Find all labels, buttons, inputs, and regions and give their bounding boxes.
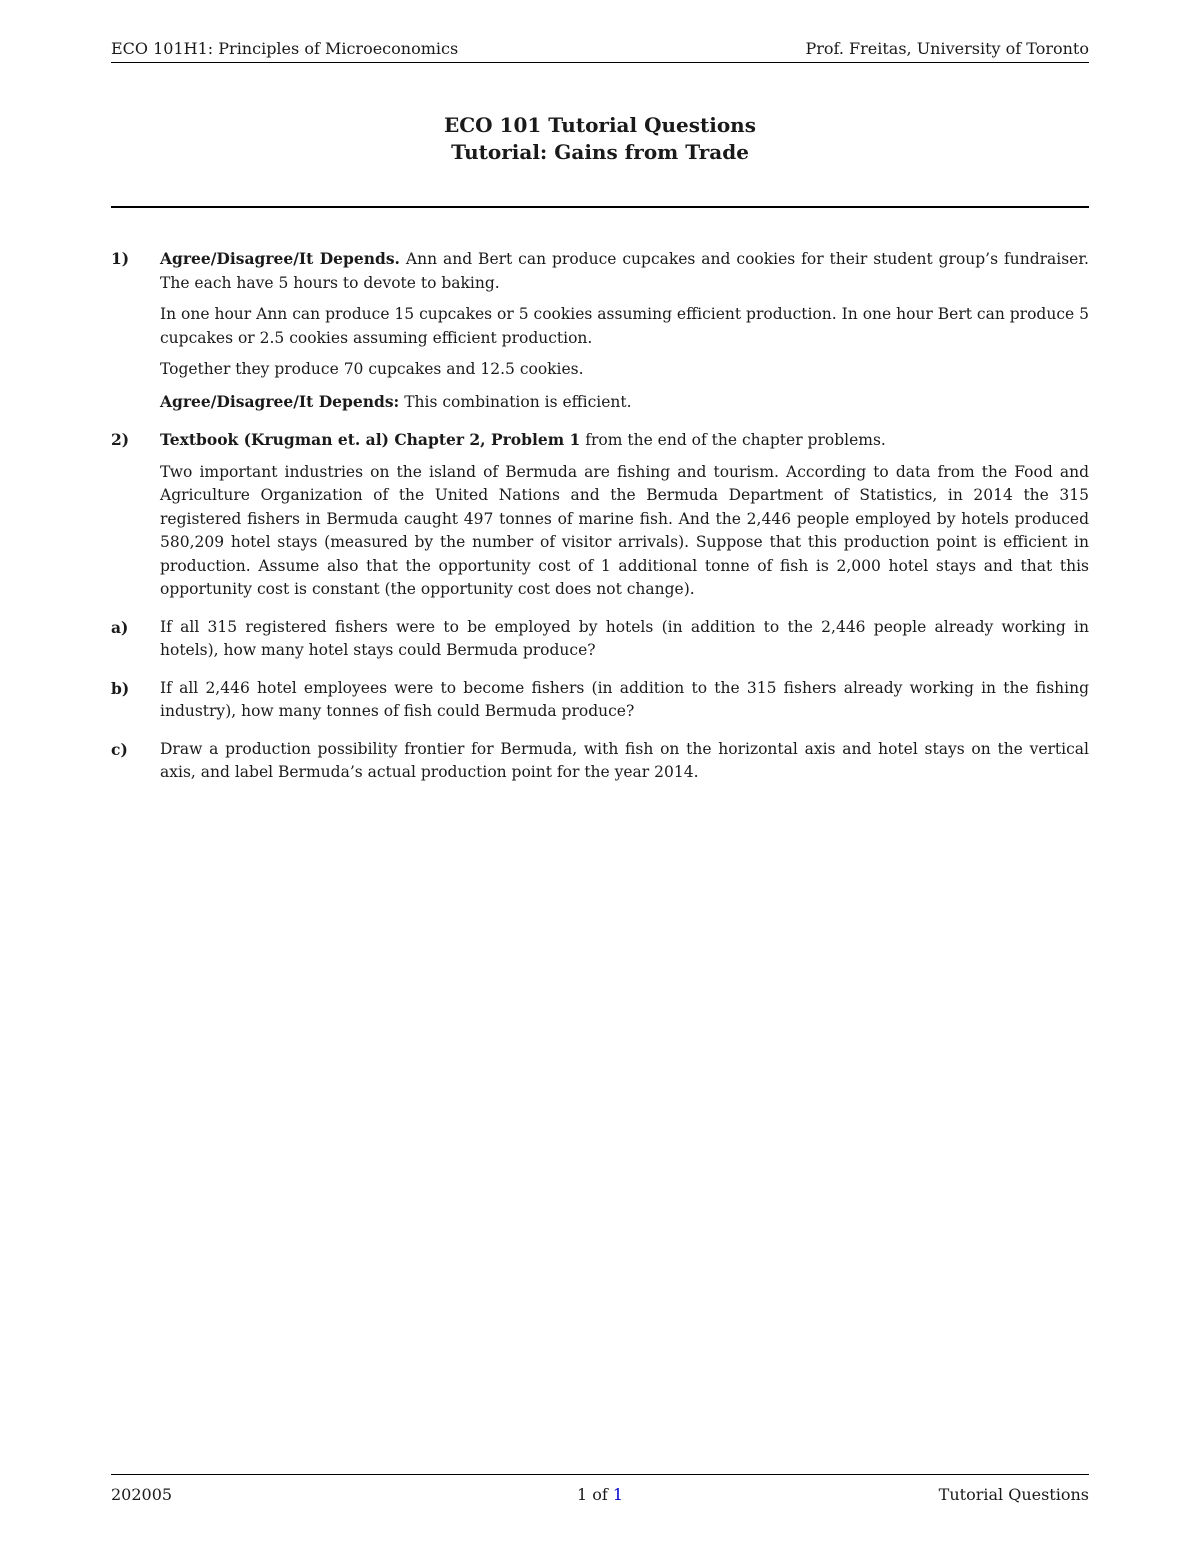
question-1 bbox=[111, 247, 1089, 414]
part-c bbox=[111, 738, 1089, 785]
part-a bbox=[111, 616, 1089, 663]
footer-label: Tutorial Questions bbox=[938, 1485, 1089, 1504]
question-2 bbox=[111, 428, 1089, 602]
question-number: 1) bbox=[111, 249, 130, 268]
course-name: ECO 101H1: Principles of Microeconomics bbox=[111, 39, 459, 58]
instructor-name: Prof. Freitas, University of Toronto bbox=[805, 39, 1089, 58]
statement-text: This combination is efficient. bbox=[404, 392, 632, 411]
question-1-intro bbox=[160, 247, 1089, 295]
question-number: 2) bbox=[111, 430, 130, 449]
part-marker: a) bbox=[111, 617, 129, 637]
total-pages-link[interactable]: 1 bbox=[612, 1485, 624, 1504]
document-title bbox=[111, 112, 1089, 166]
part-b bbox=[111, 677, 1089, 724]
question-2-heading-suffix: from the end of the chapter problems. bbox=[585, 431, 886, 449]
part-marker: b) bbox=[111, 678, 130, 698]
part-marker: c) bbox=[111, 739, 128, 759]
running-header bbox=[111, 38, 1089, 60]
title-line-1: ECO 101 Tutorial Questions bbox=[443, 113, 756, 137]
page-number-prefix: 1 of bbox=[576, 1485, 608, 1504]
title-line-2: Tutorial: Gains from Trade bbox=[451, 140, 749, 164]
footer-divider bbox=[111, 1474, 1089, 1475]
part-c-text: Draw a production possibility frontier for Bermuda, with fish on the horizontal axis and hotel stays on the vertical axis, and label Bermuda’s actual production point for the year 2014. bbox=[160, 739, 1089, 781]
question-1-statement bbox=[160, 390, 1089, 415]
question-2-heading-line bbox=[160, 428, 1089, 453]
question-2-heading: Textbook (Krugman et. al) Chapter 2, Problem 1 bbox=[160, 430, 581, 449]
question-1-para-2: In one hour Ann can produce 15 cupcakes or 5 cookies assuming efficient production. In one hour Bert can produce 5 cupcakes or 2.5 cookies assuming efficient production. bbox=[160, 305, 1089, 347]
part-a-text: If all 315 registered fishers were to be employed by hotels (in addition to the 2,446 people already working in hotels), how many hotel stays could Bermuda produce? bbox=[160, 617, 1089, 659]
document-code: 202005 bbox=[111, 1485, 173, 1504]
title-divider bbox=[111, 206, 1089, 208]
part-b-text: If all 2,446 hotel employees were to become fishers (in addition to the 315 fishers already working in the fishing industry), how many tonnes of fish could Bermuda produce? bbox=[160, 678, 1089, 720]
question-1-para-3: Together they produce 70 cupcakes and 12.5 cookies. bbox=[160, 360, 584, 378]
questions bbox=[111, 247, 1089, 799]
header-divider bbox=[111, 62, 1089, 63]
question-1-intro-text: Ann and Bert can produce cupcakes and cookies for their student group’s fundraiser. The each have 5 hours to devote to baking. bbox=[160, 250, 1089, 292]
question-2-body: Two important industries on the island of Bermuda are fishing and tourism. According to data from the Food and Agriculture Organization of the United Nations and the Bermuda Department of Statistics, in 2014 the 315 registered fishers in Bermuda caught 497 tonnes of marine fish. And the 2,446 people employed by hotels produced 580,209 hotel stays (measured by the number of visitor arrivals). Suppose that this production point is efficient in production. Assume also that the opportunity cost of 1 additional tonne of fish is 2,000 hotel stays and that this opportunity cost is constant (the opportunity cost does not change). bbox=[160, 462, 1089, 598]
document-page bbox=[111, 0, 1089, 1553]
statement-label: Agree/Disagree/It Depends: bbox=[160, 391, 400, 411]
question-1-heading: Agree/Disagree/It Depends. bbox=[160, 249, 400, 268]
